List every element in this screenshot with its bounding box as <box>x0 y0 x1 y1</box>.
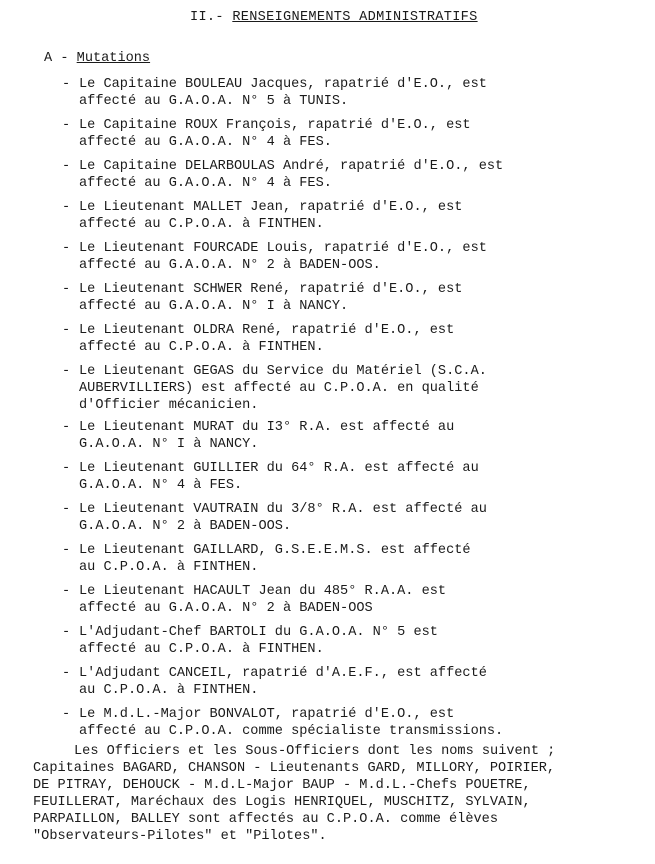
mutation-entry <box>62 501 652 535</box>
mutation-entry <box>62 158 652 192</box>
entry-line: affecté au G.A.O.A. N° 4 à FES. <box>79 135 332 150</box>
closing-line: Les Officiers et les Sous-Officiers dont les noms suivent ; <box>74 744 556 759</box>
entry-line: Le Lieutenant GUILLIER du 64° R.A. est affecté au <box>79 461 479 476</box>
entry-line: affecté au C.P.O.A. à FINTHEN. <box>79 340 324 355</box>
closing-line: Capitaines BAGARD, CHANSON - Lieutenants GARD, MILLORY, POIRIER, <box>33 761 556 776</box>
entry-line: Le Lieutenant VAUTRAIN du 3/8° R.A. est affecté au <box>79 502 487 517</box>
section-letter: A - <box>44 51 69 66</box>
entry-line: AUBERVILLIERS) est affecté au C.P.O.A. en qualité <box>79 381 479 396</box>
section-title: Mutations <box>76 51 151 66</box>
mutation-entry <box>62 460 652 494</box>
heading-number: II.- <box>190 10 224 25</box>
list-dash: - <box>62 323 71 338</box>
mutation-entry <box>62 624 652 658</box>
mutation-entry <box>62 240 652 274</box>
entry-line: affecté au C.P.O.A. à FINTHEN. <box>79 217 324 232</box>
list-dash: - <box>62 625 71 640</box>
entry-line: Le Lieutenant MALLET Jean, rapatrié d'E.O., est <box>79 200 463 215</box>
entry-line: affecté au G.A.O.A. N° 2 à BADEN-OOS <box>79 601 373 616</box>
section-heading <box>44 50 150 67</box>
list-dash: - <box>62 364 71 379</box>
entry-line: Le Lieutenant GAILLARD, G.S.E.E.M.S. est affecté <box>79 543 471 558</box>
mutation-entry <box>62 363 652 414</box>
entry-line: affecté au G.A.O.A. N° 2 à BADEN-OOS. <box>79 258 381 273</box>
closing-line: PARPAILLON, BALLEY sont affectés au C.P.O.A. comme élèves <box>33 812 498 827</box>
entry-line: au C.P.O.A. à FINTHEN. <box>79 560 259 575</box>
entry-line: Le Lieutenant GEGAS du Service du Matériel (S.C.A. <box>79 364 487 379</box>
entry-line: Le Capitaine BOULEAU Jacques, rapatrié d'E.O., est <box>79 77 487 92</box>
list-dash: - <box>62 502 71 517</box>
entry-line: G.A.O.A. N° 4 à FES. <box>79 478 243 493</box>
mutation-entry <box>62 583 652 617</box>
entry-line: G.A.O.A. N° I à NANCY. <box>79 437 259 452</box>
closing-line: FEUILLERAT, Maréchaux des Logis HENRIQUEL, MUSCHITZ, SYLVAIN, <box>33 795 531 810</box>
list-dash: - <box>62 200 71 215</box>
entry-line: Le M.d.L.-Major BONVALOT, rapatrié d'E.O., est <box>79 707 455 722</box>
entry-line: Le Lieutenant HACAULT Jean du 485° R.A.A. est <box>79 584 447 599</box>
entry-line: affecté au G.A.O.A. N° 4 à FES. <box>79 176 332 191</box>
list-dash: - <box>62 241 71 256</box>
entry-line: Le Capitaine ROUX François, rapatrié d'E.O., est <box>79 118 471 133</box>
page-heading <box>190 9 478 26</box>
list-dash: - <box>62 159 71 174</box>
list-dash: - <box>62 77 71 92</box>
mutation-entry <box>62 542 652 576</box>
mutation-entry <box>62 706 652 740</box>
mutation-entry <box>62 322 652 356</box>
heading-title: RENSEIGNEMENTS ADMINISTRATIFS <box>232 10 478 25</box>
list-dash: - <box>62 118 71 133</box>
mutation-entry <box>62 117 652 151</box>
mutation-entry <box>62 199 652 233</box>
mutation-entry <box>62 281 652 315</box>
entry-line: au C.P.O.A. à FINTHEN. <box>79 683 259 698</box>
entry-line: L'Adjudant-Chef BARTOLI du G.A.O.A. N° 5 est <box>79 625 438 640</box>
mutation-entry <box>62 419 652 453</box>
list-dash: - <box>62 420 71 435</box>
entry-line: affecté au G.A.O.A. N° 5 à TUNIS. <box>79 94 349 109</box>
entry-line: affecté au G.A.O.A. N° I à NANCY. <box>79 299 349 314</box>
list-dash: - <box>62 461 71 476</box>
list-dash: - <box>62 707 71 722</box>
entry-line: Le Lieutenant MURAT du I3° R.A. est affecté au <box>79 420 455 435</box>
entry-line: d'Officier mécanicien. <box>79 398 259 413</box>
mutation-entry <box>62 665 652 699</box>
list-dash: - <box>62 282 71 297</box>
list-dash: - <box>62 666 71 681</box>
entry-line: affecté au C.P.O.A. à FINTHEN. <box>79 642 324 657</box>
list-dash: - <box>62 543 71 558</box>
mutation-entry <box>62 76 652 110</box>
closing-line: "Observateurs-Pilotes" et "Pilotes". <box>33 829 327 844</box>
entry-line: affecté au C.P.O.A. comme spécialiste transmissions. <box>79 724 504 739</box>
entry-line: Le Lieutenant SCHWER René, rapatrié d'E.O., est <box>79 282 463 297</box>
entry-line: G.A.O.A. N° 2 à BADEN-OOS. <box>79 519 292 534</box>
entry-line: Le Lieutenant OLDRA René, rapatrié d'E.O., est <box>79 323 455 338</box>
list-dash: - <box>62 584 71 599</box>
entry-line: Le Lieutenant FOURCADE Louis, rapatrié d'E.O., est <box>79 241 487 256</box>
entry-line: Le Capitaine DELARBOULAS André, rapatrié d'E.O., est <box>79 159 504 174</box>
closing-paragraph <box>33 743 653 845</box>
mutation-list <box>62 76 652 747</box>
closing-line: DE PITRAY, DEHOUCK - M.d.L-Major BAUP - M.d.L.-Chefs POUETRE, <box>33 778 531 793</box>
entry-line: L'Adjudant CANCEIL, rapatrié d'A.E.F., est affecté <box>79 666 487 681</box>
